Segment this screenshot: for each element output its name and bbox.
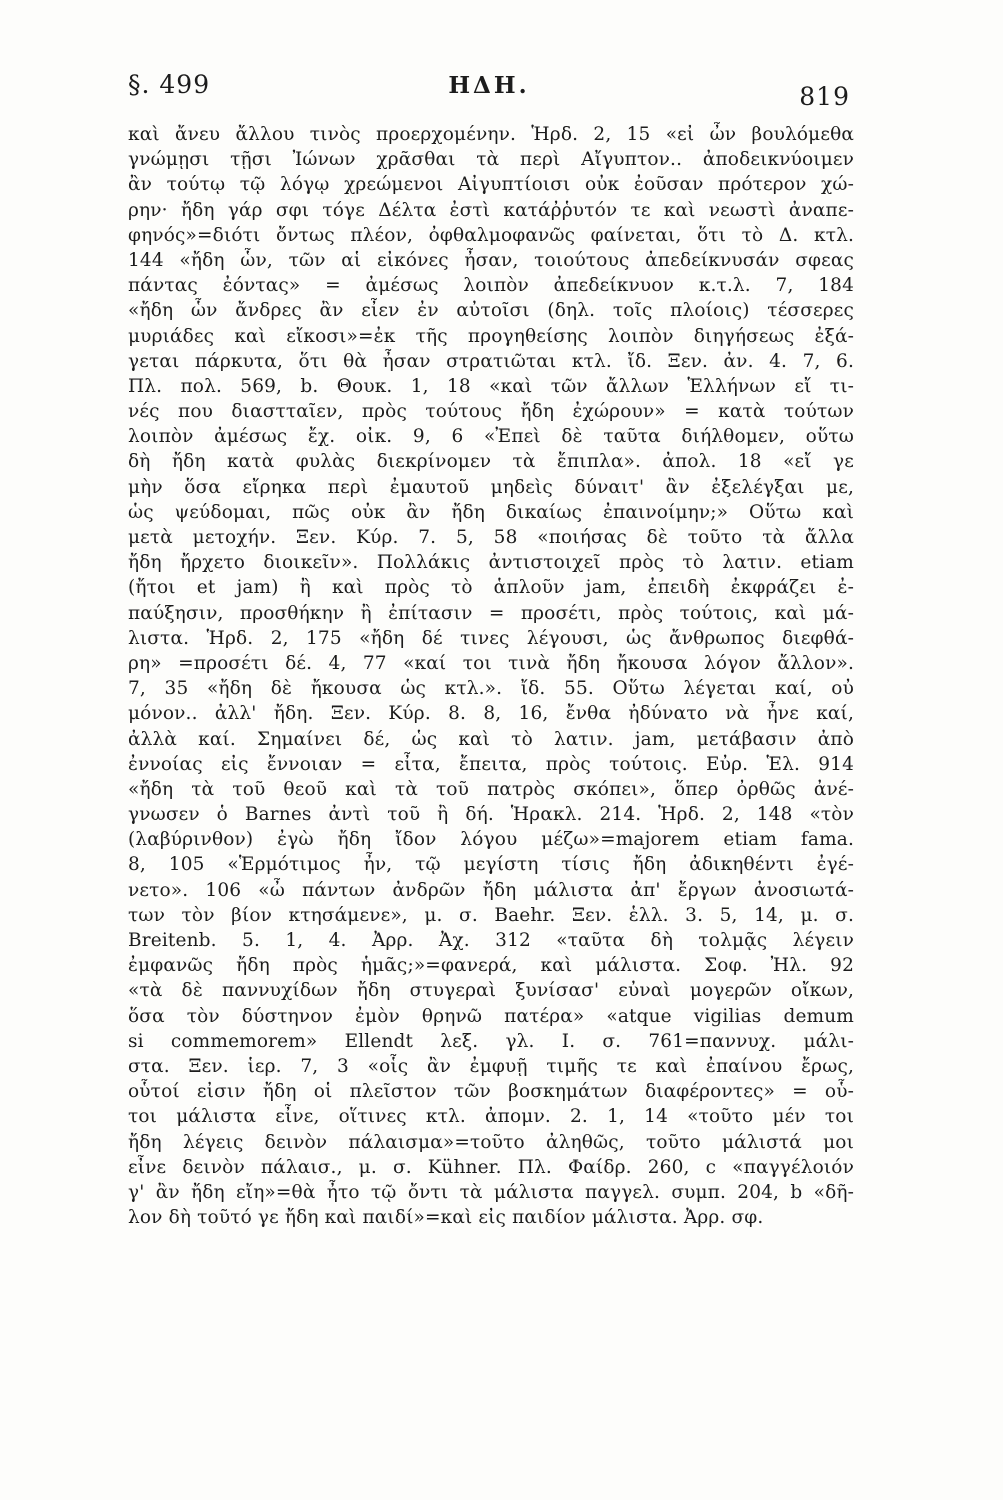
text-line: παύξησιν, προσθήκην ἢ ἐπίτασιν = προσέτι, πρὸς τούτοις, καὶ μά- xyxy=(128,602,854,624)
text-line: πάντας ἐόντας» = ἀμέσως λοιπὸν ἀπεδείκνυον κ.τ.λ. 7, 184 xyxy=(128,275,854,297)
text-line: τοι μάλιστα εἶνε, οἵτινες κτλ. ἀπομν. 2. 1, 14 «τοῦτο μέν τοι xyxy=(128,1106,854,1128)
text-line: νές που διαστταῖεν, πρὸς τούτους ἤδη ἐχώρουν» = κατὰ τούτων xyxy=(128,401,854,423)
text-line: (λαβύρινθον) ἐγὼ ἤδη ἴδον λόγου μέζω»=majorem etiam fama. xyxy=(128,829,854,851)
text-line: μετὰ μετοχήν. Ξεν. Κύρ. 7. 5, 58 «ποιήσας δὲ τοῦτο τὰ ἄλλα xyxy=(128,527,854,548)
text-line: Breitenb. 5. 1, 4. Ἀρρ. Ἀχ. 312 «ταῦτα δὴ τολμᾷς λέγειν xyxy=(128,930,854,951)
text-line: ρη» =προσέτι δέ. 4, 77 «καί τοι τινὰ ἤδη ἤκουσα λόγον ἄλλον». xyxy=(128,652,854,674)
text-line: γνωσεν ὁ Barnes ἀντὶ τοῦ ἢ δή. Ἡρακλ. 214. Ἡρδ. 2, 148 «τὸν xyxy=(128,804,854,826)
text-line: λοιπὸν ἀμέσως ἔχ. οἰκ. 9, 6 «Ἐπεὶ δὲ ταῦτα διήλθομεν, οὕτω xyxy=(128,426,854,448)
text-line: 144 «ἤδη ὧν, τῶν αἱ εἰκόνες ἦσαν, τοιούτους ἀπεδείκνυσάν σφεας xyxy=(128,249,854,271)
section-number: §. 499 xyxy=(128,70,211,99)
text-line: μόνον.. ἀλλ' ἤδη. Ξεν. Κύρ. 8. 8, 16, ἔνθα ἠδύνατο νὰ ἦνε καί, xyxy=(128,703,854,725)
text-line: «τὰ δὲ παννυχίδων ἤδη στυγεραὶ ξυνίσασ' εὐναὶ μογερῶν οἴκων, xyxy=(128,980,854,1002)
text-line: 7, 35 «ἤδη δὲ ἤκουσα ὡς κτλ.». ἴδ. 55. Οὕτω λέγεται καί, οὐ xyxy=(128,678,854,700)
text-line: δὴ ἤδη κατὰ φυλὰς διεκρίνομεν τὰ ἔπιπλα». ἀπολ. 18 «εἴ γε xyxy=(128,451,854,473)
text-line: των τὸν βίον κτησάμενε», μ. σ. Baehr. Ξεν. ἑλλ. 3. 5, 14, μ. σ. xyxy=(128,904,854,926)
headword-title: ΗΔΗ. xyxy=(448,72,530,99)
text-line: εἶνε δεινὸν πάλαισ., μ. σ. Kühner. Πλ. Φαίδρ. 260, c «παγγέλοιόν xyxy=(128,1156,854,1178)
text-line: ἐμφανῶς ἤδη πρὸς ἡμᾶς;»=φανερά, καὶ μάλιστα. Σοφ. Ἠλ. 92 xyxy=(128,955,854,977)
text-line: στα. Ξεν. ἱερ. 7, 3 «οἷς ἂν ἐμφυῇ τιμῆς τε καὶ ἐπαίνου ἔρως, xyxy=(128,1055,854,1077)
text-line: ἀλλὰ καί. Σημαίνει δέ, ὡς καὶ τὸ λατιν. jam, μετάβασιν ἀπὸ xyxy=(128,728,854,750)
text-line: λον δὴ τοῦτό γε ἤδη καὶ παιδί»=καὶ εἰς παιδίον μάλιστα. Ἀρρ. σφ. xyxy=(128,1207,764,1229)
text-line: (ἤτοι et jam) ἢ καὶ πρὸς τὸ ἁπλοῦν jam, ἐπειδὴ ἐκφράζει ἐ- xyxy=(128,577,854,599)
text-line: φηνός»=διότι ὄντως πλέον, ὀφθαλμοφανῶς φαίνεται, ὅτι τὸ Δ. κτλ. xyxy=(128,224,854,246)
text-line: νετο». 106 «ὦ πάντων ἀνδρῶν ἤδη μάλιστα ἀπ' ἔργων ἀνοσιωτά- xyxy=(128,879,854,901)
text-line: γεται πάρκυτα, ὅτι θὰ ἦσαν στρατιῶται κτλ. ἴδ. Ξεν. ἀν. 4. 7, 6. xyxy=(128,350,854,372)
page-number: 819 xyxy=(799,82,850,111)
text-line: «ἤδη τὰ τοῦ θεοῦ καὶ τὰ τοῦ πατρὸς σκόπει», ὅπερ ὀρθῶς ἀνέ- xyxy=(128,778,854,800)
text-line: ἤδη λέγεις δεινὸν πάλαισμα»=τοῦτο ἀληθῶς, τοῦτο μάλιστά μοι xyxy=(128,1131,854,1153)
text-line: 8, 105 «Ἑρμότιμος ἦν, τῷ μεγίστη τίσις ἤδη ἀδικηθέντι ἐγέ- xyxy=(128,854,854,876)
text-line: μὴν ὅσα εἴρηκα περὶ ἐμαυτοῦ μηδεὶς δύναιτ' ἂν ἐξελέγξαι με, xyxy=(128,476,854,498)
text-line: οὗτοί εἰσιν ἤδη οἱ πλεῖστον τῶν βοσκημάτων διαφέροντες» = οὗ- xyxy=(128,1081,854,1103)
text-line: μυριάδες καὶ εἴκοσι»=ἐκ τῆς προγηθείσης λοιπὸν διηγήσεως ἐξά- xyxy=(128,325,854,347)
text-line: καὶ ἄνευ ἄλλου τινὸς προερχομένην. Ἡρδ. 2, 15 «εἰ ὦν βουλόμεθα xyxy=(128,124,854,145)
text-line: ρην· ἤδη γάρ σφι τόγε Δέλτα ἐστὶ κατάῤῥυτόν τε καὶ νεωστὶ ἀναπε- xyxy=(128,199,854,221)
text-line: γ' ἂν ἤδη εἴη»=θὰ ἦτο τῷ ὄντι τὰ μάλιστα παγγελ. συμπ. 204, b «δῆ- xyxy=(128,1181,854,1203)
text-line: si commemorem» Ellendt λεξ. γλ. I. σ. 761=παννυχ. μάλι- xyxy=(128,1030,854,1052)
text-line: ὅσα τὸν δύστηνον ἐμὸν θρηνῶ πατέρα» «atque vigilias demum xyxy=(128,1005,854,1027)
text-line: ὡς ψεύδομαι, πῶς οὐκ ἂν ἤδη δικαίως ἐπαινοίμην;» Οὕτω καὶ xyxy=(128,501,854,523)
text-line: λιστα. Ἡρδ. 2, 175 «ἤδη δέ τινες λέγουσι, ὡς ἄνθρωπος διεφθά- xyxy=(128,627,854,649)
text-line: ἤδη ἤρχετο διοικεῖν». Πολλάκις ἀντιστοιχεῖ πρὸς τὸ λατιν. etiam xyxy=(128,552,854,574)
entry-body-text xyxy=(128,122,854,1230)
text-line: ἂν τούτῳ τῷ λόγῳ χρεώμενοι Αἰγυπτίοισι οὐκ ἐοῦσαν πρότερον χώ- xyxy=(128,174,854,196)
text-line: ἐννοίας εἰς ἔννοιαν = εἶτα, ἔπειτα, πρὸς τούτοις. Εὐρ. Ἑλ. 914 xyxy=(128,753,854,775)
text-line: γνώμῃσι τῇσι Ἰώνων χρᾶσθαι τὰ περὶ Αἴγυπτον.. ἀποδεικνύοιμεν xyxy=(128,149,854,171)
text-line: Πλ. πολ. 569, b. Θουκ. 1, 18 «καὶ τῶν ἄλλων Ἑλλήνων εἴ τι- xyxy=(128,375,854,397)
running-header xyxy=(128,62,850,112)
text-line: «ἤδη ὧν ἄνδρες ἂν εἶεν ἐν αὐτοῖσι (δηλ. τοῖς πλοίοις) τέσσερες xyxy=(128,300,854,322)
